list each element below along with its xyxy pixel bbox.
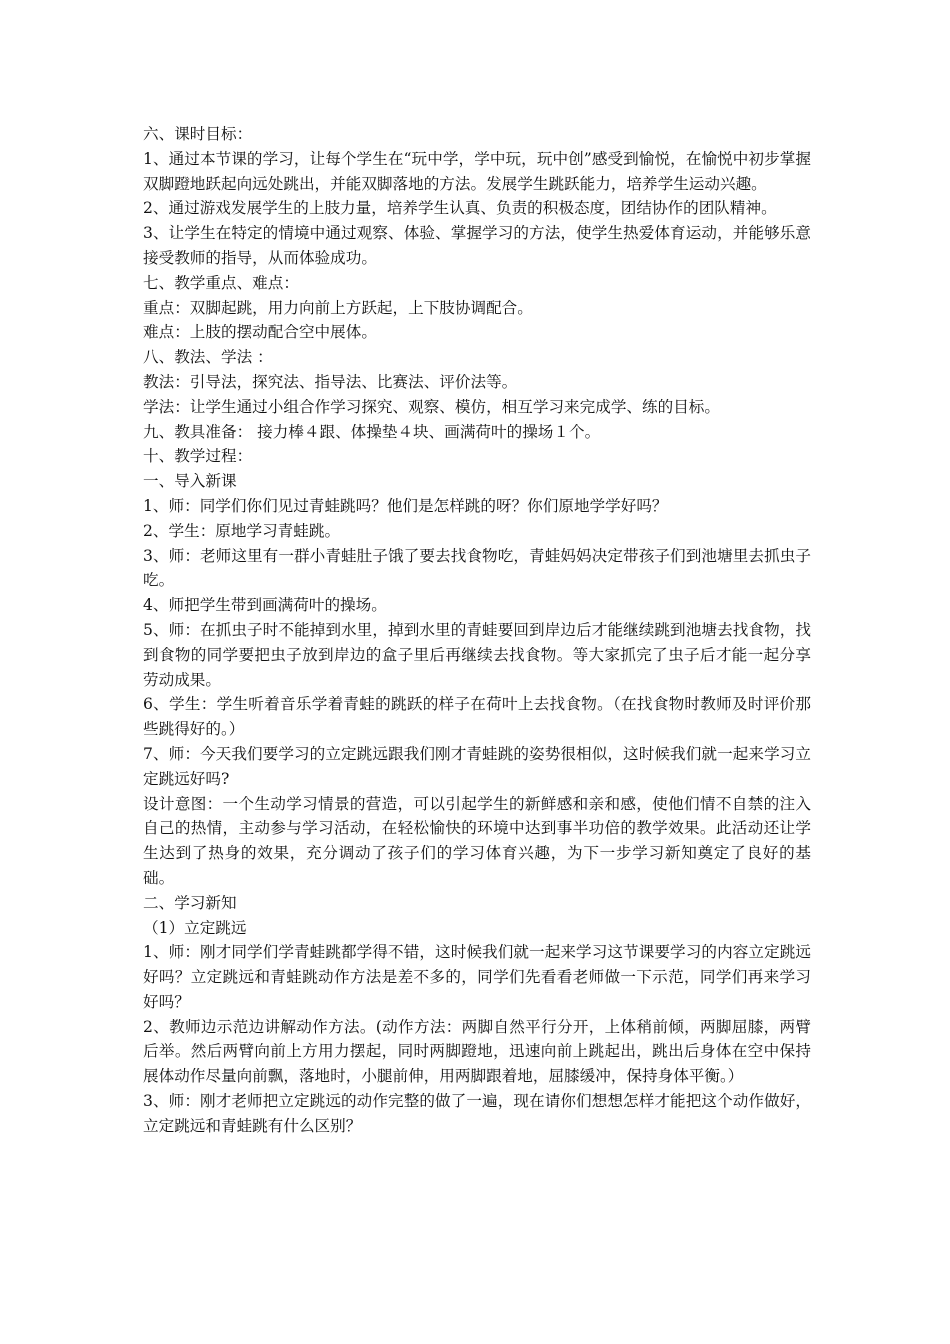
paragraph-intro-6: 6、学生：学生听着音乐学着青蛙的跳跃的样子在荷叶上去找食物。（在找食物时教师及时评价那些跳得好的。）: [143, 695, 811, 739]
document-body: [143, 122, 811, 1139]
paragraph-intro-4: 4、师把学生带到画满荷叶的操场。: [143, 596, 387, 615]
subheading-standing-long-jump: （1）立定跳远: [143, 918, 247, 937]
section-heading-key-points: 七、教学重点、难点：: [143, 273, 299, 292]
paragraph-objective-3: 3、让学生在特定的情境中通过观察、体验、掌握学习的方法，使学生热爱体育运动，并能够乐意接受教师的指导，从而体验成功。: [143, 224, 811, 267]
paragraph-learn-3: 3、师：刚才老师把立定跳远的动作完整的做了一遍，现在请你们想想怎样才能把这个动作做好，立定跳远和青蛙跳有什么区别？: [143, 1092, 811, 1135]
paragraph-design-intent: 设计意图：一个生动学习情景的营造，可以引起学生的新鲜感和亲和感，使他们情不自禁的注入自己的热情，主动参与学习活动，在轻松愉快的环境中达到事半功倍的教学效果。此活动还让学生达到了热身的效果，充分调动了孩子们的学习体育兴趣，为下一步学习新知奠定了良好的基础。: [143, 794, 811, 887]
paragraph-intro-5: 5、师：在抓虫子时不能掉到水里，掉到水里的青蛙要回到岸边后才能继续跳到池塘去找食物，找到食物的同学要把虫子放到岸边的盒子里后再继续去找食物。等大家抓完了虫子后才能一起分享劳动成果。: [143, 620, 811, 689]
paragraph-key-point: 重点：双脚起跳，用力向前上方跃起，上下肢协调配合。: [143, 298, 533, 317]
paragraph-teaching-method: 教法：引导法，探究法、指导法、比赛法、评价法等。: [143, 372, 518, 391]
paragraph-objective-2: 2、通过游戏发展学生的上肢力量，培养学生认真、负责的积极态度，团结协作的团队精神。: [143, 199, 777, 218]
paragraph-intro-7: 7、师：今天我们要学习的立定跳远跟我们刚才青蛙跳的姿势很相似，这时候我们就一起来学习立定跳远好吗?: [143, 744, 811, 788]
paragraph-intro-2: 2、学生：原地学习青蛙跳。: [143, 521, 341, 540]
paragraph-learning-method: 学法：让学生通过小组合作学习探究、观察、模仿，相互学习来完成学、练的目标。: [143, 397, 720, 416]
paragraph-difficulty: 难点：上肢的摆动配合空中展体。: [143, 323, 377, 342]
section-heading-process: 十、教学过程：: [143, 447, 253, 466]
paragraph-intro-1: 1、师：同学们你们见过青蛙跳吗？他们是怎样跳的呀？你们原地学学好吗？: [143, 496, 668, 515]
paragraph-learn-1: 1、师：刚才同学们学青蛙跳都学得不错，这时候我们就一起来学习这节课要学习的内容立定跳远好吗？立定跳远和青蛙跳动作方法是差不多的，同学们先看看老师做一下示范，同学们再来学习好吗？: [143, 943, 811, 1011]
subheading-introduction: 一、导入新课: [143, 472, 237, 491]
paragraph-learn-2: 2、教师边示范边讲解动作方法。(动作方法：两脚自然平行分开，上体稍前倾，两脚屈膝，两臂后举。然后两臂向前上方用力摆起，同时两脚蹬地，迅速向前上跳起出，跳出后身体在空中保持展体动作尽量向前飘，落地时，小腿前伸，用两脚跟着地，屈膝缓冲，保持身体平衡。）: [143, 1017, 811, 1086]
subheading-new-knowledge: 二、学习新知: [143, 893, 237, 912]
paragraph-objective-1: 1、通过本节课的学习，让每个学生在“玩中学，学中玩，玩中创”感受到愉悦，在愉悦中初步掌握双脚蹬地跃起向远处跳出，并能双脚落地的方法。发展学生跳跃能力，培养学生运动兴趣。: [143, 149, 811, 193]
section-heading-methods: 八、教法、学法 ：: [143, 348, 273, 367]
paragraph-intro-3: 3、师：老师这里有一群小青蛙肚子饿了要去找食物吃，青蛙妈妈决定带孩子们到池塘里去抓虫子吃。: [143, 546, 811, 590]
section-heading-objectives: 六、课时目标：: [143, 125, 253, 143]
paragraph-equipment: 九、教具准备： 接力棒４跟、体操垫４块、画满荷叶的操场１个。: [143, 422, 601, 441]
